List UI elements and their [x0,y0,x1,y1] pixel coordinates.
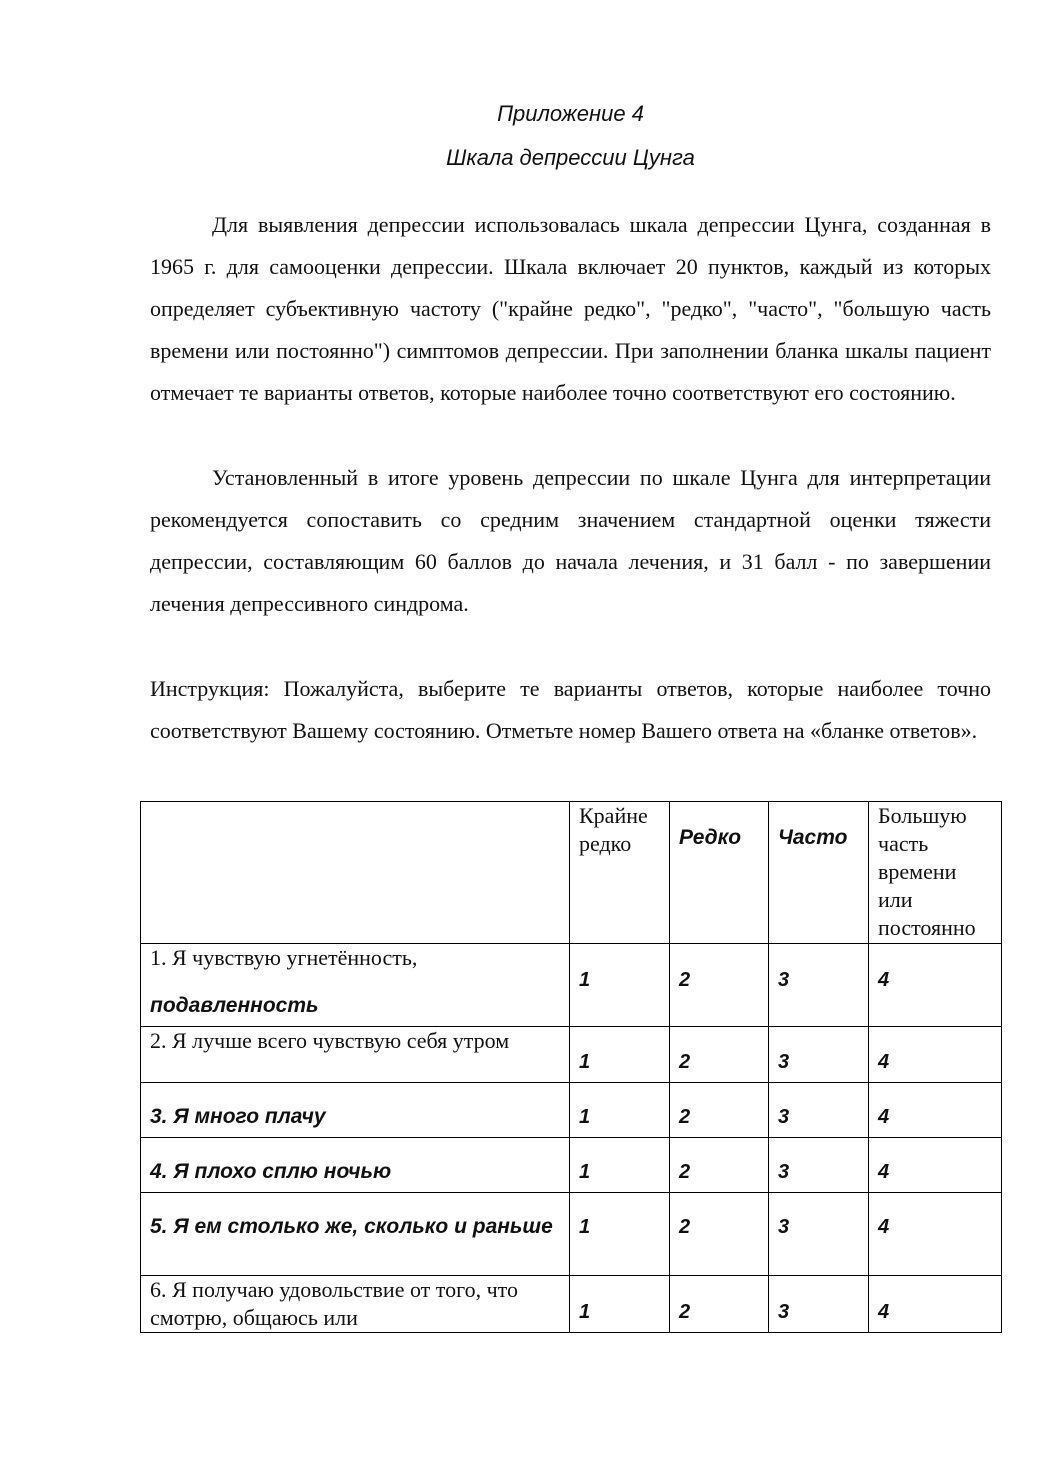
score-option-4[interactable]: 4 [878,1301,890,1323]
score-cell [869,1083,1002,1138]
intro-paragraph: Для выявления депрессии использовалась шкала депрессии Цунга, созданная в 1965 г. для самооценки депрессии. Шкала включает 20 пунктов, каждый из которых определяет субъективную частоту ("крайне редко", "редко", "часто", "большую часть времени или постоянно") симптомов депрессии. При заполнении бланка шкалы пациент отмечает те варианты ответов, которые наиболее точно соответствуют его состоянию. [150,212,991,405]
score-cell [869,1193,1002,1276]
question-text: 6. Я получаю удовольствие от того, что смотрю, общаюсь или [150,1277,518,1330]
question-cell [141,1276,570,1333]
header-rarely: Редко [679,826,742,849]
interpretation-paragraph: Установленный в итоге уровень депрессии по шкале Цунга для интерпретации рекомендуется сопоставить со средним значением стандартной оценки тяжести депрессии, составляющим 60 баллов до начала лечения, и 31 балл - по завершении лечения депрессивного синдрома. [150,465,991,616]
score-cell [570,1276,670,1333]
score-option-3[interactable]: 3 [778,1301,790,1323]
score-cell [670,1276,769,1333]
table-row [141,1276,1002,1333]
header-rarely-cell [670,802,769,944]
score-cell [769,1083,869,1138]
score-cell [670,1138,769,1193]
score-cell [869,1027,1002,1083]
header-often: Часто [778,826,848,849]
table-row [141,1083,1002,1138]
header-question-cell [141,802,570,944]
question-cell [141,1083,570,1138]
question-cell [141,944,570,1027]
score-option-3[interactable]: 3 [778,969,790,991]
score-option-1[interactable]: 1 [579,969,591,991]
score-option-4[interactable]: 4 [878,1051,890,1073]
score-option-2[interactable]: 2 [679,1161,691,1183]
score-option-4[interactable]: 4 [878,1161,890,1183]
question-text: 2. Я лучше всего чувствую себя утром [150,1028,510,1053]
score-cell [769,1027,869,1083]
table-row [141,1193,1002,1276]
score-option-2[interactable]: 2 [679,1106,691,1128]
scale-title: Шкала депрессии Цунга [446,145,695,170]
score-option-4[interactable]: 4 [878,969,890,991]
score-cell [670,1027,769,1083]
question-text: 3. Я много плачу [150,1105,326,1128]
score-cell [769,1276,869,1333]
appendix-heading: Приложение 4 [497,101,644,126]
score-cell [670,944,769,1027]
score-option-1[interactable]: 1 [579,1106,591,1128]
score-option-2[interactable]: 2 [679,1216,691,1238]
table-header-row [141,802,1002,944]
score-option-3[interactable]: 3 [778,1161,790,1183]
table-row [141,1027,1002,1083]
score-option-2[interactable]: 2 [679,1051,691,1073]
score-cell [570,1138,670,1193]
header-mostly: Большую часть времени или постоянно [869,802,1002,944]
question-text: 5. Я ем столько же, сколько и раньше [150,1215,553,1238]
score-option-4[interactable]: 4 [878,1216,890,1238]
question-text-continued: подавленность [150,994,319,1017]
answer-table [140,801,1002,1333]
score-cell [769,1193,869,1276]
score-option-3[interactable]: 3 [778,1216,790,1238]
score-cell [570,1083,670,1138]
header-rarely-extreme: Крайне редко [570,802,670,944]
score-option-3[interactable]: 3 [778,1051,790,1073]
score-cell [670,1193,769,1276]
score-option-1[interactable]: 1 [579,1161,591,1183]
score-option-2[interactable]: 2 [679,969,691,991]
score-cell [769,1138,869,1193]
score-cell [670,1083,769,1138]
score-option-1[interactable]: 1 [579,1301,591,1323]
score-cell [869,944,1002,1027]
score-cell [570,1193,670,1276]
question-text: 4. Я плохо сплю ночью [150,1160,392,1183]
header-often-cell [769,802,869,944]
score-option-1[interactable]: 1 [579,1216,591,1238]
score-option-4[interactable]: 4 [878,1106,890,1128]
score-cell [769,944,869,1027]
score-option-3[interactable]: 3 [778,1106,790,1128]
question-text: 1. Я чувствую угнетённость, [150,945,418,970]
score-cell [570,1027,670,1083]
question-cell [141,1138,570,1193]
score-cell [570,944,670,1027]
score-cell [869,1276,1002,1333]
instruction-paragraph: Инструкция: Пожалуйста, выберите те варианты ответов, которые наиболее точно соответствуют Вашему состоянию. Отметьте номер Вашего ответа на «бланке ответов». [150,676,991,743]
score-option-1[interactable]: 1 [579,1051,591,1073]
question-cell [141,1027,570,1083]
score-option-2[interactable]: 2 [679,1301,691,1323]
question-cell [141,1193,570,1276]
table-row [141,1138,1002,1193]
score-cell [869,1138,1002,1193]
table-row [141,944,1002,1027]
